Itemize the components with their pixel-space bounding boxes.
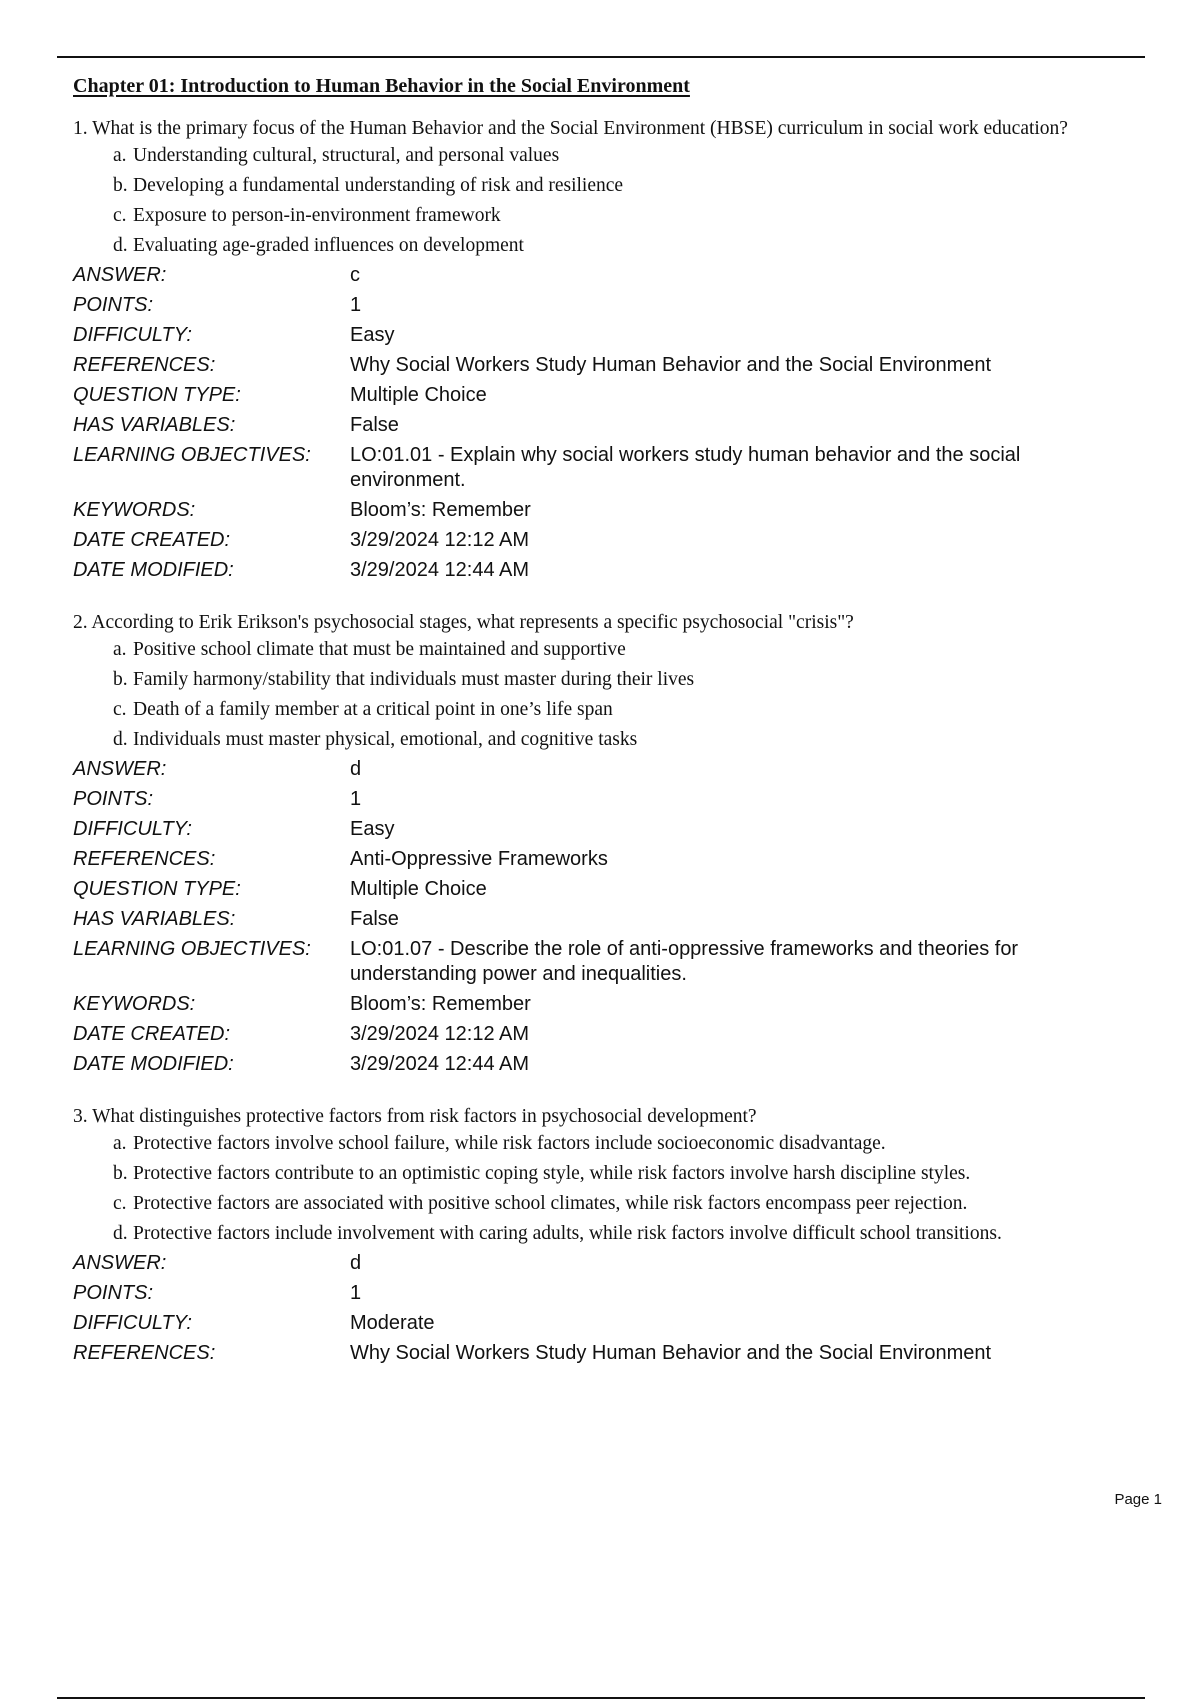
date-modified-row [73, 1052, 1133, 1077]
option-letter: b. [113, 669, 128, 690]
option-text: Protective factors involve school failure, while risk factors include socioeconomic disadvantage. [133, 1133, 886, 1154]
keywords-row [73, 498, 1133, 523]
answer-row [73, 1251, 1133, 1276]
answer-value: c [350, 264, 360, 286]
references-row [73, 847, 1133, 872]
references-row [73, 353, 1133, 378]
learning-objectives-row [73, 443, 1133, 493]
references-value: Anti-Oppressive Frameworks [350, 848, 608, 870]
date-created-value: 3/29/2024 12:12 AM [350, 529, 530, 551]
learning-objectives-label: LEARNING OBJECTIVES: [73, 938, 311, 960]
difficulty-row [73, 1311, 1133, 1336]
option-letter: c. [113, 699, 127, 720]
difficulty-row [73, 323, 1133, 348]
option-d [73, 1221, 1133, 1246]
option-text: Understanding cultural, structural, and personal values [133, 145, 560, 166]
question-type-value: Multiple Choice [350, 384, 487, 406]
points-row [73, 1281, 1133, 1306]
references-label: REFERENCES: [73, 354, 216, 376]
option-letter: a. [113, 1133, 127, 1154]
option-letter: a. [113, 639, 127, 660]
date-modified-value: 3/29/2024 12:44 AM [350, 559, 530, 581]
option-text: Developing a fundamental understanding of risk and resilience [133, 175, 624, 196]
learning-objectives-row [73, 937, 1133, 987]
option-b [73, 667, 1133, 692]
date-created-row [73, 528, 1133, 553]
option-c [73, 1191, 1133, 1216]
question-type-value: Multiple Choice [350, 878, 487, 900]
option-text: Protective factors are associated with positive school climates, while risk factors encompass peer rejection. [133, 1193, 968, 1214]
option-d [73, 727, 1133, 752]
question-type-label: QUESTION TYPE: [73, 384, 241, 406]
references-label: REFERENCES: [73, 848, 216, 870]
question-1 [73, 116, 1133, 583]
learning-objectives-value: LO:01.01 - Explain why social workers study human behavior and the social environment. [350, 444, 1021, 491]
bottom-divider [57, 1697, 1145, 1699]
date-created-row [73, 1022, 1133, 1047]
question-stem: 1. What is the primary focus of the Human Behavior and the Social Environment (HBSE) curriculum in social work education? [73, 118, 1068, 139]
references-value: Why Social Workers Study Human Behavior and the Social Environment [350, 1342, 992, 1364]
option-text: Protective factors contribute to an optimistic coping style, while risk factors involve harsh discipline styles. [133, 1163, 971, 1184]
references-row [73, 1341, 1133, 1366]
question-type-label: QUESTION TYPE: [73, 878, 241, 900]
answer-row [73, 757, 1133, 782]
question-stem: 2. According to Erik Erikson's psychosocial stages, what represents a specific psychosocial "crisis"? [73, 612, 854, 633]
option-a [73, 143, 1133, 168]
option-text: Protective factors include involvement with caring adults, while risk factors involve difficult school transitions. [133, 1223, 1002, 1244]
has-variables-value: False [350, 414, 399, 436]
has-variables-label: HAS VARIABLES: [73, 414, 236, 436]
date-modified-value: 3/29/2024 12:44 AM [350, 1053, 530, 1075]
learning-objectives-value: LO:01.07 - Describe the role of anti-oppressive frameworks and theories for understanding power and inequalities. [350, 938, 1019, 985]
has-variables-value: False [350, 908, 399, 930]
option-c [73, 203, 1133, 228]
answer-row [73, 263, 1133, 288]
answer-label: ANSWER: [73, 1252, 167, 1274]
option-letter: d. [113, 235, 128, 256]
date-created-label: DATE CREATED: [73, 1023, 231, 1045]
question-3 [73, 1104, 1133, 1366]
points-row [73, 787, 1133, 812]
has-variables-row [73, 907, 1133, 932]
page-number: Page 1 [1114, 1491, 1162, 1508]
question-2 [73, 610, 1133, 1077]
answer-label: ANSWER: [73, 264, 167, 286]
date-created-value: 3/29/2024 12:12 AM [350, 1023, 530, 1045]
points-label: POINTS: [73, 1282, 154, 1304]
option-a [73, 1131, 1133, 1156]
keywords-value: Bloom’s: Remember [350, 993, 531, 1015]
option-text: Exposure to person-in-environment framework [133, 205, 501, 226]
question-stem: 3. What distinguishes protective factors from risk factors in psychosocial development? [73, 1106, 757, 1127]
option-text: Individuals must master physical, emotional, and cognitive tasks [133, 729, 638, 750]
option-letter: b. [113, 1163, 128, 1184]
option-letter: b. [113, 175, 128, 196]
answer-value: d [350, 1252, 362, 1274]
has-variables-label: HAS VARIABLES: [73, 908, 236, 930]
date-modified-label: DATE MODIFIED: [73, 1053, 234, 1075]
option-list [73, 637, 1133, 752]
question-type-row [73, 383, 1133, 408]
option-c [73, 697, 1133, 722]
difficulty-value: Easy [350, 324, 395, 346]
option-b [73, 173, 1133, 198]
option-letter: c. [113, 1193, 127, 1214]
option-d [73, 233, 1133, 258]
has-variables-row [73, 413, 1133, 438]
answer-label: ANSWER: [73, 758, 167, 780]
question-type-row [73, 877, 1133, 902]
points-value: 1 [350, 1282, 362, 1304]
option-text: Family harmony/stability that individuals must master during their lives [133, 669, 695, 690]
difficulty-row [73, 817, 1133, 842]
keywords-value: Bloom’s: Remember [350, 499, 531, 521]
references-label: REFERENCES: [73, 1342, 216, 1364]
option-letter: d. [113, 1223, 128, 1244]
points-value: 1 [350, 294, 362, 316]
points-label: POINTS: [73, 294, 154, 316]
option-a [73, 637, 1133, 662]
points-value: 1 [350, 788, 362, 810]
points-row [73, 293, 1133, 318]
difficulty-label: DIFFICULTY: [73, 324, 192, 346]
points-label: POINTS: [73, 788, 154, 810]
keywords-row [73, 992, 1133, 1017]
answer-value: d [350, 758, 362, 780]
difficulty-label: DIFFICULTY: [73, 818, 192, 840]
option-letter: d. [113, 729, 128, 750]
difficulty-value: Moderate [350, 1312, 435, 1334]
keywords-label: KEYWORDS: [73, 993, 196, 1015]
top-divider [57, 56, 1145, 58]
keywords-label: KEYWORDS: [73, 499, 196, 521]
difficulty-label: DIFFICULTY: [73, 1312, 192, 1334]
references-value: Why Social Workers Study Human Behavior and the Social Environment [350, 354, 992, 376]
option-b [73, 1161, 1133, 1186]
learning-objectives-label: LEARNING OBJECTIVES: [73, 444, 311, 466]
option-list [73, 143, 1133, 258]
question-metadata [73, 1251, 1133, 1366]
option-text: Evaluating age-graded influences on development [133, 235, 524, 256]
question-metadata [73, 263, 1133, 583]
option-text: Death of a family member at a critical point in one’s life span [133, 699, 613, 720]
question-metadata [73, 757, 1133, 1077]
option-letter: a. [113, 145, 127, 166]
document-body [73, 73, 1133, 1393]
difficulty-value: Easy [350, 818, 395, 840]
date-modified-row [73, 558, 1133, 583]
chapter-title: Chapter 01: Introduction to Human Behavior in the Social Environment [73, 75, 690, 97]
option-list [73, 1131, 1133, 1246]
option-text: Positive school climate that must be maintained and supportive [133, 639, 626, 660]
date-created-label: DATE CREATED: [73, 529, 231, 551]
option-letter: c. [113, 205, 127, 226]
date-modified-label: DATE MODIFIED: [73, 559, 234, 581]
